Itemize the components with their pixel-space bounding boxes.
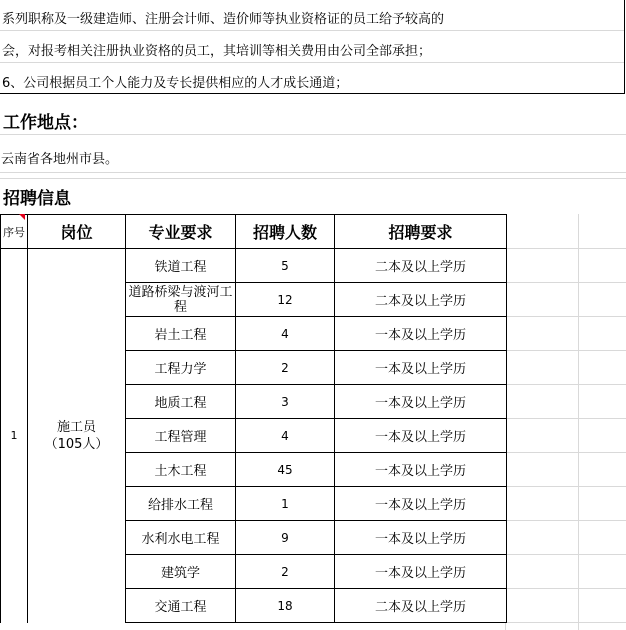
gridline (0, 30, 624, 31)
major-cell[interactable]: 工程力学 (126, 351, 236, 385)
gridline (0, 172, 626, 173)
count-cell[interactable]: 3 (236, 385, 335, 419)
recruit-heading: 招聘信息 (3, 189, 71, 209)
major-cell[interactable] (126, 283, 236, 317)
requirement-cell[interactable]: 一本及以上学历 (335, 521, 507, 555)
gridline (505, 486, 626, 487)
header-count[interactable]: 招聘人数 (236, 215, 335, 249)
gridline (505, 418, 626, 419)
requirement-cell[interactable]: 一本及以上学历 (335, 385, 507, 419)
count-cell[interactable]: 9 (236, 521, 335, 555)
requirement-cell[interactable]: 一本及以上学历 (335, 453, 507, 487)
recruitment-table (0, 214, 507, 623)
requirement-cell[interactable]: 二本及以上学历 (335, 589, 507, 623)
count-cell[interactable]: 12 (236, 283, 335, 317)
count-cell[interactable]: 18 (236, 589, 335, 623)
header-seq[interactable]: 序号 (1, 215, 28, 249)
workplace-text: 云南省各地州市县。 (1, 152, 119, 167)
table-header-row (1, 215, 507, 249)
gridline (505, 248, 626, 249)
benefits-line-2: 会，对报考相关注册执业资格的员工，其培训等相关费用由公司全部承担； (2, 44, 432, 59)
gridline (505, 622, 626, 623)
gridline (505, 316, 626, 317)
requirement-cell[interactable]: 一本及以上学历 (335, 487, 507, 521)
count-cell[interactable]: 5 (236, 249, 335, 283)
major-cell[interactable]: 土木工程 (126, 453, 236, 487)
count-cell[interactable]: 4 (236, 317, 335, 351)
header-position[interactable]: 岗位 (28, 215, 126, 249)
requirement-cell[interactable]: 二本及以上学历 (335, 249, 507, 283)
major-cell[interactable]: 铁道工程 (126, 249, 236, 283)
gridline (505, 554, 626, 555)
major-cell[interactable]: 建筑学 (126, 555, 236, 589)
workplace-heading: 工作地点： (3, 113, 88, 133)
seq-cell[interactable]: 1 (1, 249, 28, 623)
count-cell[interactable]: 2 (236, 351, 335, 385)
gridline (505, 282, 626, 283)
gridline (0, 134, 626, 135)
major-cell[interactable]: 水利水电工程 (126, 521, 236, 555)
gridline (0, 62, 624, 63)
benefits-line-3: 6、公司根据员工个人能力及专长提供相应的人才成长通道； (2, 76, 349, 91)
position-name: 施工员 (56, 419, 96, 435)
major-cell[interactable]: 交通工程 (126, 589, 236, 623)
count-cell[interactable]: 45 (236, 453, 335, 487)
gridline (505, 520, 626, 521)
benefits-line-1: 系列职称及一级建造师、注册会计师、造价师等执业资格证的员工给予较高的 (2, 12, 445, 27)
major-cell[interactable]: 岩土工程 (126, 317, 236, 351)
requirement-cell[interactable]: 一本及以上学历 (335, 555, 507, 589)
gridline (505, 350, 626, 351)
position-count: （105人） (44, 436, 109, 452)
table-row (1, 249, 507, 283)
comment-indicator[interactable] (19, 214, 25, 220)
major-cell-text: 道路桥梁与渡河工程 (128, 284, 233, 315)
requirement-cell[interactable]: 一本及以上学历 (335, 351, 507, 385)
gridline (505, 452, 626, 453)
header-requirement[interactable]: 招聘要求 (335, 215, 507, 249)
gridline (505, 384, 626, 385)
gridline (0, 178, 626, 179)
gridline (505, 588, 626, 589)
major-cell[interactable]: 地质工程 (126, 385, 236, 419)
position-cell[interactable] (28, 249, 126, 623)
header-major[interactable]: 专业要求 (126, 215, 236, 249)
requirement-cell[interactable]: 二本及以上学历 (335, 283, 507, 317)
count-cell[interactable]: 2 (236, 555, 335, 589)
major-cell[interactable]: 工程管理 (126, 419, 236, 453)
requirement-cell[interactable]: 一本及以上学历 (335, 317, 507, 351)
count-cell[interactable]: 1 (236, 487, 335, 521)
count-cell[interactable]: 4 (236, 419, 335, 453)
requirement-cell[interactable]: 一本及以上学历 (335, 419, 507, 453)
gridline (578, 214, 579, 630)
major-cell[interactable]: 给排水工程 (126, 487, 236, 521)
